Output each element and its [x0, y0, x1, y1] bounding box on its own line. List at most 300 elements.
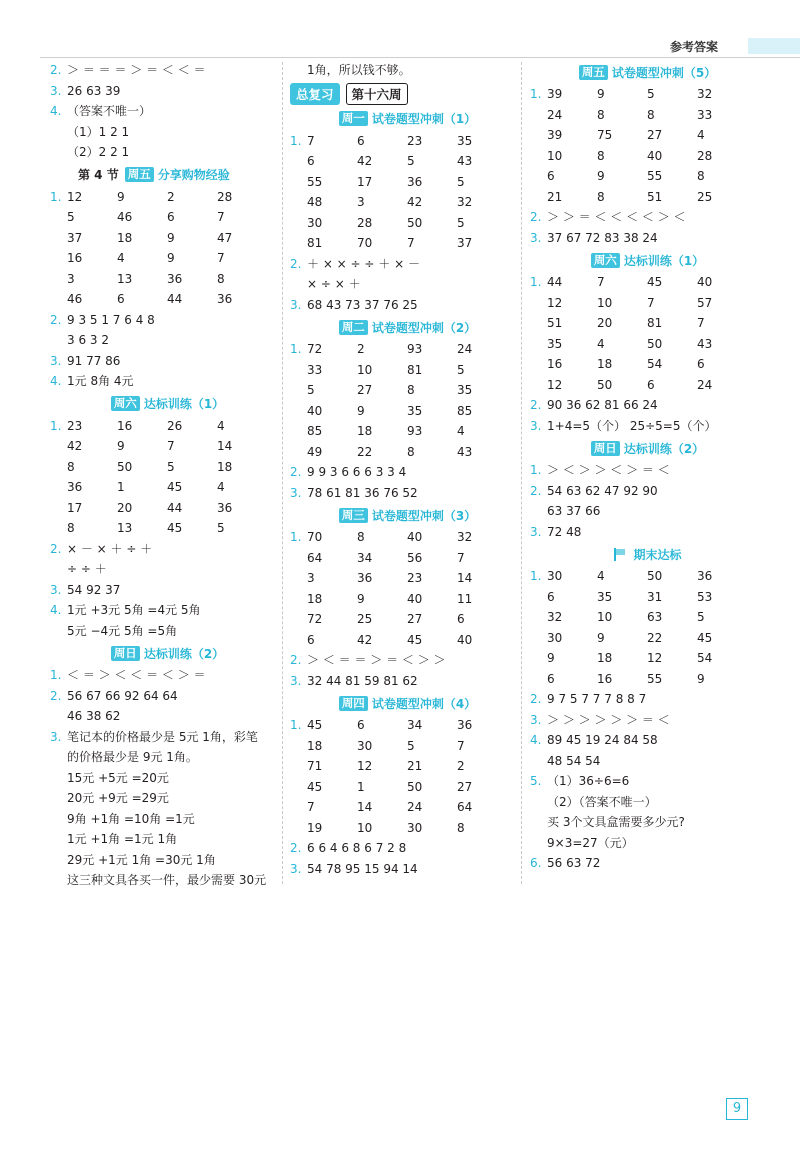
answer-row [530, 293, 765, 314]
answer-cell: 34 [407, 718, 423, 732]
answer-cell: 40 [647, 148, 663, 163]
question-number [50, 269, 67, 290]
answer-text: 这三种文具各买一件，最少需要 30元 [67, 873, 267, 887]
section-heading [530, 248, 765, 272]
answer-line [50, 60, 285, 81]
answer-row [290, 421, 525, 442]
answer-row [50, 289, 285, 310]
answer-cell: 44 [167, 292, 183, 306]
answer-cell: 40 [457, 632, 473, 647]
answer-cell: 35 [457, 133, 473, 148]
question-number [50, 142, 67, 163]
answer-cell: 7 [307, 800, 315, 814]
answer-cell: 39 [547, 87, 563, 101]
answer-text: × － × ＋ ÷ ＋ [67, 541, 153, 556]
answer-cell: 18 [597, 651, 613, 665]
answer-row [290, 609, 525, 630]
answer-row [530, 125, 765, 146]
answer-line [530, 710, 765, 731]
answer-cell: 25 [697, 189, 713, 204]
answer-block [290, 650, 525, 691]
question-number: 1. [50, 418, 62, 433]
answer-cell: 30 [307, 215, 323, 230]
flag-icon [613, 548, 627, 560]
question-number: 2. [50, 541, 62, 556]
answer-line [50, 101, 285, 122]
answer-line [50, 621, 285, 642]
answer-line [50, 330, 285, 351]
answer-grid [290, 715, 525, 838]
question-number: 2. [50, 312, 62, 327]
question-number: 3. [290, 673, 302, 688]
answer-row [50, 436, 285, 457]
answer-cell: 9 [357, 591, 365, 606]
answer-cell: 8 [67, 459, 75, 474]
answer-row [290, 442, 525, 463]
answer-cell: 36 [407, 174, 423, 189]
answer-line [530, 522, 765, 543]
answer-cell: 23 [407, 133, 423, 148]
day-tag: 周一 [339, 111, 368, 126]
answer-cell: 55 [307, 174, 323, 189]
question-number: 1. [290, 530, 302, 544]
question-number [530, 607, 547, 628]
question-number: 1. [530, 87, 542, 101]
answer-text: 9 3 5 1 7 6 4 8 [67, 312, 155, 327]
answer-line [50, 829, 285, 850]
answer-cell: 30 [357, 738, 373, 753]
answer-cell: 12 [357, 759, 373, 773]
answer-cell: 9 [117, 189, 125, 204]
answer-cell: 45 [647, 275, 663, 289]
answer-cell: 9 [547, 651, 555, 665]
answer-row [50, 416, 285, 437]
question-number: 4. [50, 374, 62, 388]
answer-line [290, 462, 525, 483]
question-number [290, 192, 307, 213]
question-number: 1. [530, 569, 542, 583]
answer-cell: 33 [307, 362, 323, 377]
answer-cell: 28 [217, 189, 233, 204]
answer-text: 54 92 37 [67, 582, 121, 597]
answer-row [530, 628, 765, 649]
answer-line [50, 539, 285, 560]
day-tag: 周五 [579, 65, 608, 80]
answer-block [290, 60, 525, 81]
answer-row [530, 105, 765, 126]
answer-text: 20元 +9元 =29元 [67, 791, 169, 805]
question-number [290, 151, 307, 172]
question-number [530, 628, 547, 649]
answer-block [530, 207, 765, 248]
answer-row [290, 756, 525, 777]
answer-row [290, 589, 525, 610]
answer-cell: 8 [407, 383, 415, 397]
answer-block [290, 462, 525, 503]
answer-text: 5元 −4元 5角 =5角 [67, 623, 178, 638]
answer-row [50, 207, 285, 228]
question-number: 3. [530, 230, 542, 245]
answer-cell: 9 [597, 630, 605, 645]
answer-text: （2）（答案不唯一） [547, 794, 657, 809]
answer-cell: 27 [647, 128, 663, 142]
section-heading [290, 107, 525, 131]
answer-cell: 8 [67, 521, 75, 535]
section-title: 试卷题型冲刺（4） [371, 696, 477, 711]
answer-text: ＞ ＝ ＝ ＝ ＞ ＝ ＜ ＜ ＝ [67, 63, 206, 77]
answer-cell: 45 [307, 779, 323, 794]
answer-cell: 8 [597, 189, 605, 204]
answer-line [50, 870, 285, 891]
answer-cell: 6 [117, 292, 125, 306]
question-number [530, 501, 547, 522]
question-number [530, 833, 547, 854]
question-number: 4. [530, 733, 542, 747]
question-number [530, 166, 547, 187]
answer-cell: 93 [407, 342, 423, 356]
answer-row [50, 457, 285, 478]
question-number [50, 122, 67, 143]
section-heading [530, 60, 765, 84]
answer-cell: 23 [67, 418, 83, 433]
answer-row [530, 354, 765, 375]
answer-cell: 12 [547, 377, 563, 392]
question-number: 1. [50, 668, 62, 682]
answer-cell: 85 [457, 403, 473, 418]
answer-cell: 3 [307, 571, 315, 585]
answer-text: 3 6 3 2 [67, 333, 109, 347]
answer-text: （1）36÷6=6 [547, 774, 630, 788]
answer-line [530, 751, 765, 772]
answer-cell: 70 [357, 236, 373, 250]
answer-text: 1角，所以钱不够。 [307, 63, 411, 77]
answer-block [290, 254, 525, 316]
question-number [50, 706, 67, 727]
answer-cell: 9 [167, 230, 175, 245]
answer-cell: 26 [167, 418, 183, 433]
question-number [290, 421, 307, 442]
question-number [290, 736, 307, 757]
answer-cell: 14 [357, 800, 373, 814]
answer-cell: 4 [457, 424, 465, 438]
answer-cell: 34 [357, 550, 373, 565]
answer-cell: 3 [67, 271, 75, 286]
question-number [530, 751, 547, 772]
answer-cell: 2 [167, 189, 175, 204]
day-tag: 周日 [591, 441, 620, 456]
answer-block [530, 689, 765, 874]
answer-text: 48 54 54 [547, 753, 601, 768]
answer-line [290, 650, 525, 671]
answer-cell: 4 [697, 128, 705, 142]
answer-line [530, 792, 765, 813]
question-number: 4. [50, 104, 62, 118]
answer-cell: 4 [597, 336, 605, 351]
question-number [290, 380, 307, 401]
section-heading [290, 691, 525, 715]
answer-cell: 50 [597, 377, 613, 392]
question-number [50, 788, 67, 809]
question-number: 2. [290, 653, 302, 667]
answer-row [290, 172, 525, 193]
answer-cell: 6 [697, 357, 705, 371]
answer-text: 56 63 72 [547, 856, 601, 870]
answer-text: （答案不唯一） [67, 104, 152, 118]
question-number [290, 777, 307, 798]
answer-text: 1元 8角 4元 [67, 374, 134, 388]
answer-line [290, 859, 525, 880]
day-tag: 周日 [111, 646, 140, 661]
answer-cell: 25 [357, 612, 373, 626]
question-number [290, 548, 307, 569]
question-number [530, 812, 547, 833]
question-number [530, 792, 547, 813]
question-number [530, 354, 547, 375]
answer-line [530, 481, 765, 502]
section-title: 达标训练（1） [623, 253, 705, 268]
answer-cell: 16 [597, 671, 613, 686]
question-number [50, 850, 67, 871]
answer-cell: 8 [407, 444, 415, 459]
answer-row [530, 566, 765, 587]
answer-row [290, 360, 525, 381]
answer-text: ＞ ＜ ＝ ＝ ＞ ＝ ＜ ＞ ＞ [307, 653, 446, 667]
question-number [50, 621, 67, 642]
answer-text: 91 77 86 [67, 353, 121, 368]
answer-grid [530, 272, 765, 395]
answer-row [530, 166, 765, 187]
answer-row [530, 587, 765, 608]
answer-cell: 9 [357, 403, 365, 418]
question-number [50, 207, 67, 228]
answer-cell: 8 [597, 107, 605, 122]
answer-line [50, 580, 285, 601]
section-title: 试卷题型冲刺（1） [371, 112, 477, 126]
question-number: 3. [290, 861, 302, 876]
answer-line [530, 501, 765, 522]
answer-cell: 22 [357, 444, 373, 459]
answer-text: ÷ ÷ ＋ [67, 562, 107, 576]
answer-text: 9 7 5 7 7 7 8 8 7 [547, 692, 647, 706]
answer-row [290, 131, 525, 152]
answer-line [50, 850, 285, 871]
answer-row [50, 477, 285, 498]
answer-text: ＞ ＞ ＝ ＜ ＜ ＜ ＜ ＞ ＜ [547, 210, 686, 224]
answer-column-3 [530, 60, 765, 874]
question-number: 2. [290, 841, 302, 855]
answer-cell: 71 [307, 759, 323, 773]
answer-column-2 [290, 60, 525, 879]
answer-row [530, 84, 765, 105]
answer-row [530, 146, 765, 167]
answer-cell: 36 [697, 569, 713, 583]
answer-row [530, 648, 765, 669]
answer-cell: 64 [307, 550, 323, 565]
answer-line [530, 812, 765, 833]
section-heading [290, 503, 525, 527]
answer-cell: 7 [457, 550, 465, 565]
day-tag: 周三 [339, 508, 368, 523]
answer-cell: 28 [357, 215, 373, 230]
answer-cell: 70 [307, 530, 323, 544]
answer-text: 笔记本的价格最少是 5元 1角，彩笔 [67, 729, 258, 744]
answer-cell: 20 [117, 500, 133, 515]
question-number [530, 313, 547, 334]
question-number [290, 589, 307, 610]
question-number: 2. [290, 256, 302, 271]
answer-row [290, 777, 525, 798]
answer-cell: 6 [647, 377, 655, 392]
answer-cell: 6 [307, 154, 315, 168]
answer-cell: 72 [307, 612, 323, 626]
answer-cell: 36 [217, 292, 233, 306]
answer-row [290, 213, 525, 234]
question-number [530, 648, 547, 669]
answer-cell: 10 [357, 820, 373, 835]
answer-row [530, 669, 765, 690]
answer-cell: 42 [407, 195, 423, 209]
header-title: 参考答案 [670, 40, 719, 54]
answer-cell: 45 [407, 632, 423, 647]
answer-row [530, 272, 765, 293]
answer-cell: 85 [307, 424, 323, 438]
answer-row [290, 548, 525, 569]
answer-text: 37 67 72 83 38 24 [547, 230, 658, 245]
answer-cell: 4 [597, 569, 605, 583]
answer-cell: 32 [547, 610, 563, 624]
answer-text: 46 38 62 [67, 709, 121, 723]
answer-cell: 18 [597, 357, 613, 371]
answer-cell: 5 [457, 362, 465, 377]
answer-cell: 40 [697, 275, 713, 289]
answer-cell: 7 [217, 210, 225, 224]
answer-cell: 22 [647, 630, 663, 645]
answer-cell: 42 [357, 154, 373, 168]
answer-row [530, 313, 765, 334]
answer-cell: 45 [307, 718, 323, 732]
answer-cell: 9 [167, 251, 175, 265]
answer-block [50, 60, 285, 163]
question-number [50, 747, 67, 768]
answer-cell: 16 [117, 418, 133, 433]
answer-cell: 36 [167, 271, 183, 286]
answer-cell: 43 [457, 444, 473, 459]
answer-line [50, 727, 285, 748]
answer-cell: 55 [647, 671, 663, 686]
answer-cell: 24 [407, 800, 423, 814]
answer-line [50, 706, 285, 727]
question-number: 1. [530, 275, 542, 289]
review-heading [290, 81, 525, 107]
answer-cell: 36 [67, 480, 83, 494]
answer-text: × ÷ × ＋ [307, 277, 361, 291]
answer-line [50, 788, 285, 809]
question-number: 1. [50, 189, 62, 204]
answer-cell: 7 [167, 439, 175, 453]
answer-cell: 7 [647, 295, 655, 310]
answer-block [50, 310, 285, 392]
day-tag: 周六 [591, 253, 620, 268]
answer-text: 78 61 81 36 76 52 [307, 485, 418, 500]
answer-cell: 2 [357, 342, 365, 356]
answer-cell: 44 [547, 275, 563, 289]
question-number [50, 248, 67, 269]
answer-text: （2）2 2 1 [67, 145, 130, 159]
answer-cell: 40 [407, 530, 423, 544]
answer-line [50, 600, 285, 621]
answer-row [50, 269, 285, 290]
answer-cell: 17 [357, 174, 373, 189]
answer-cell: 12 [67, 189, 83, 204]
question-number: 2. [530, 483, 542, 498]
answer-cell: 39 [547, 128, 563, 142]
answer-cell: 50 [117, 459, 133, 474]
answer-cell: 8 [357, 530, 365, 544]
answer-cell: 20 [597, 316, 613, 330]
answer-cell: 63 [647, 610, 663, 624]
answer-cell: 27 [357, 383, 373, 397]
question-number: 3. [290, 485, 302, 500]
answer-row [50, 228, 285, 249]
answer-block [530, 460, 765, 542]
question-number: 1. [530, 463, 542, 477]
question-number [290, 818, 307, 839]
answer-cell: 9 [117, 439, 125, 453]
section-title: 试卷题型冲刺（2） [371, 320, 477, 335]
answer-cell: 6 [357, 133, 365, 148]
answer-line [290, 838, 525, 859]
question-number: 3. [50, 729, 62, 744]
day-tag: 周四 [339, 696, 368, 711]
answer-text: （1）1 2 1 [67, 124, 130, 139]
answer-row [290, 568, 525, 589]
answer-cell: 8 [217, 271, 225, 286]
answer-cell: 9 [597, 169, 605, 183]
answer-line [290, 60, 525, 81]
answer-cell: 56 [407, 550, 423, 565]
answer-line [530, 460, 765, 481]
answer-block [50, 539, 285, 642]
answer-cell: 42 [357, 632, 373, 647]
question-number [290, 274, 307, 295]
answer-row [290, 818, 525, 839]
question-number [530, 293, 547, 314]
answer-grid [50, 187, 285, 310]
question-number [50, 436, 67, 457]
answer-line [530, 395, 765, 416]
answer-line [50, 310, 285, 331]
answer-cell: 32 [457, 530, 473, 544]
answer-cell: 9 [597, 87, 605, 101]
answer-cell: 6 [547, 671, 555, 686]
answer-cell: 7 [407, 236, 415, 250]
answer-cell: 6 [307, 632, 315, 647]
answer-cell: 7 [217, 251, 225, 265]
answer-cell: 9 [697, 671, 705, 686]
answer-cell: 12 [647, 651, 663, 665]
answer-row [50, 187, 285, 208]
answer-cell: 30 [547, 569, 563, 583]
answer-cell: 51 [547, 316, 563, 330]
answer-cell: 27 [457, 779, 473, 794]
answer-row [530, 334, 765, 355]
question-number: 1. [290, 342, 302, 356]
answer-cell: 24 [457, 342, 473, 356]
day-tag: 周六 [111, 396, 140, 411]
answer-cell: 50 [407, 779, 423, 794]
question-number: 2. [530, 398, 542, 412]
answer-line [530, 228, 765, 249]
